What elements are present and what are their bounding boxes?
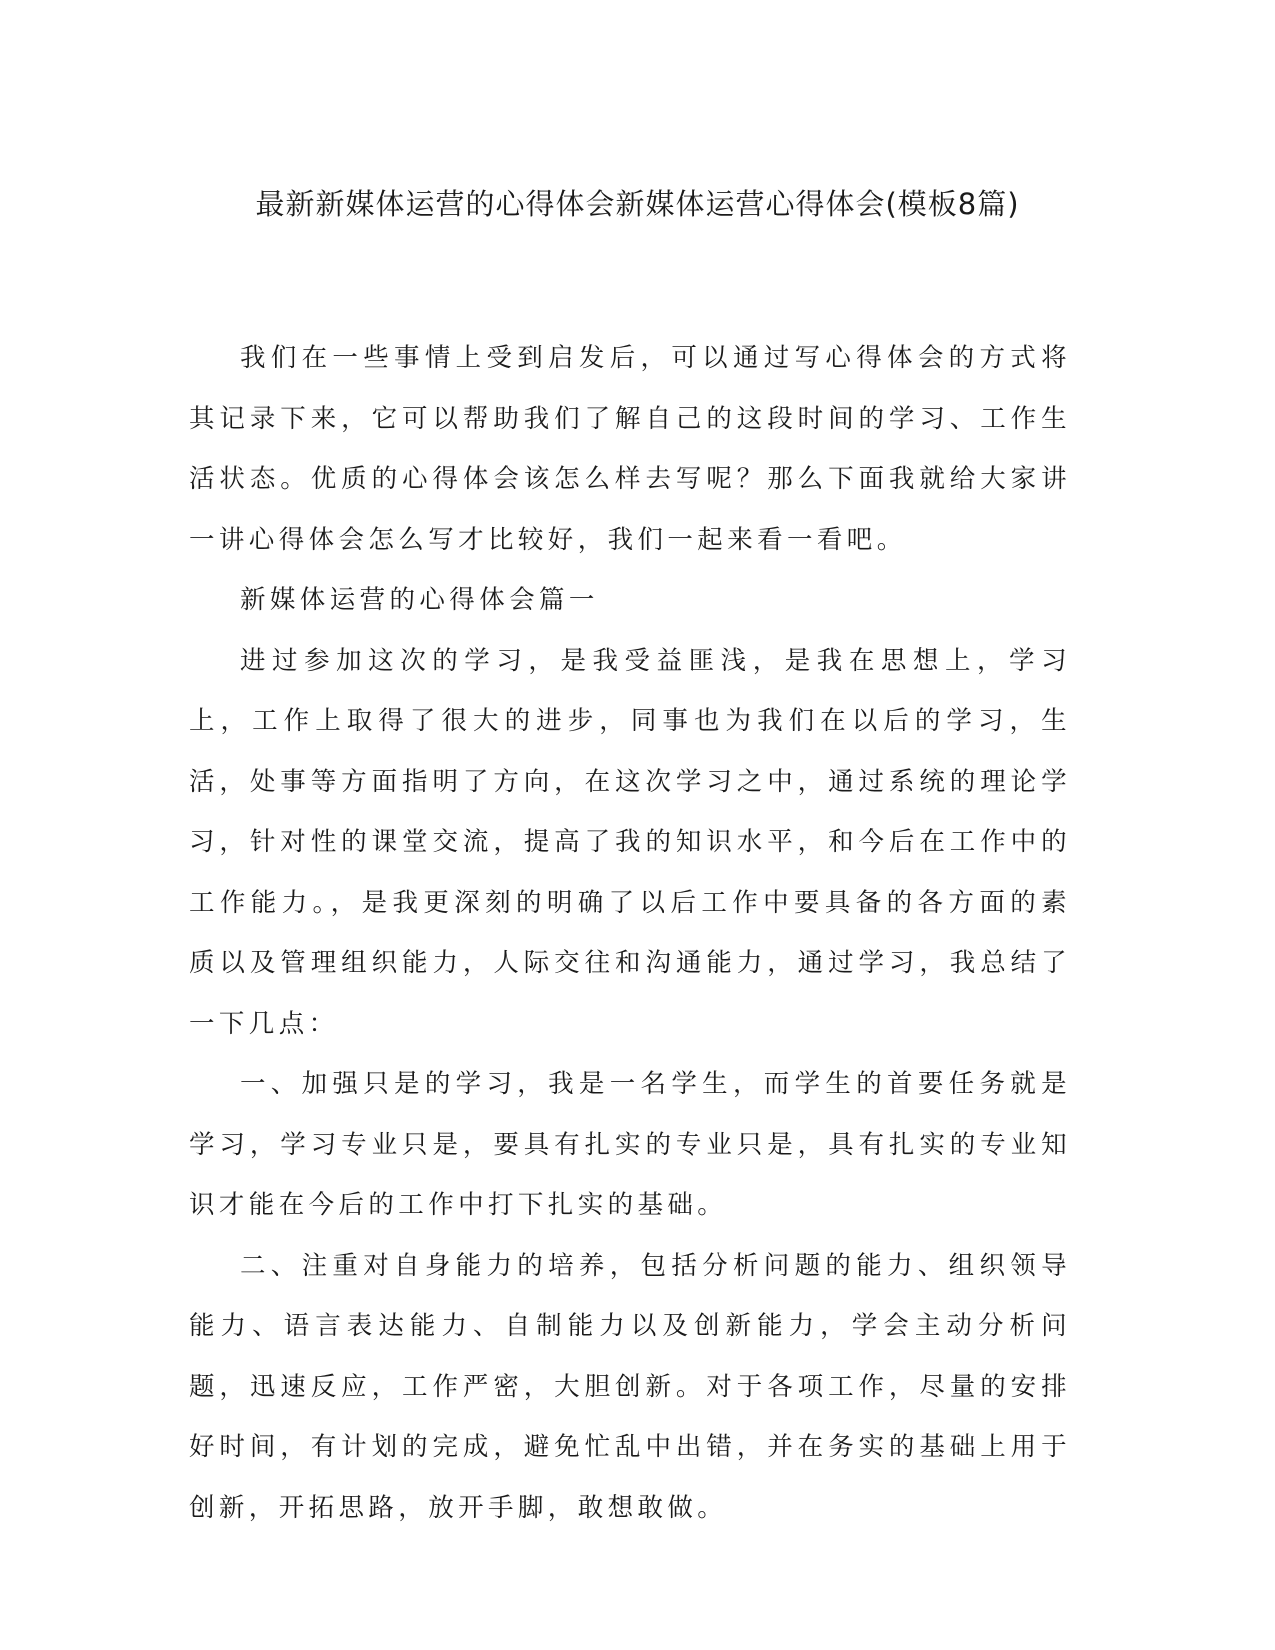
point-one-paragraph: 一、加强只是的学习，我是一名学生，而学生的首要任务就是学习，学习专业只是，要具有扎实的专业只是，具有扎实的专业知识才能在今后的工作中打下扎实的基础。 <box>189 1069 1071 1220</box>
document-body <box>189 328 1071 1538</box>
body-paragraph: 进过参加这次的学习，是我受益匪浅，是我在思想上，学习上，工作上取得了很大的进步，同事也为我们在以后的学习，生活，处事等方面指明了方向，在这次学习之中，通过系统的理论学习，针对性的课堂交流，提高了我的知识水平，和今后在工作中的工作能力。，是我更深刻的明确了以后工作中要具备的各方面的素质以及管理组织能力，人际交往和沟通能力，通过学习，我总结了一下几点： <box>189 645 1071 1039</box>
intro-paragraph: 我们在一些事情上受到启发后，可以通过写心得体会的方式将其记录下来，它可以帮助我们了解自己的这段时间的学习、工作生活状态。优质的心得体会该怎么样去写呢？那么下面我就给大家讲一讲心得体会怎么写才比较好，我们一起来看一看吧。 <box>189 343 1071 555</box>
point-two-paragraph: 二、注重对自身能力的培养，包括分析问题的能力、组织领导能力、语言表达能力、自制能力以及创新能力，学会主动分析问题，迅速反应，工作严密，大胆创新。对于各项工作，尽量的安排好时间，有计划的完成，避免忙乱中出错，并在务实的基础上用于创新，开拓思路，放开手脚，敢想敢做。 <box>189 1250 1071 1523</box>
section-heading: 新媒体运营的心得体会篇一 <box>240 585 599 615</box>
document-title: 最新新媒体运营的心得体会新媒体运营心得体会(模板8篇) <box>255 187 1020 221</box>
